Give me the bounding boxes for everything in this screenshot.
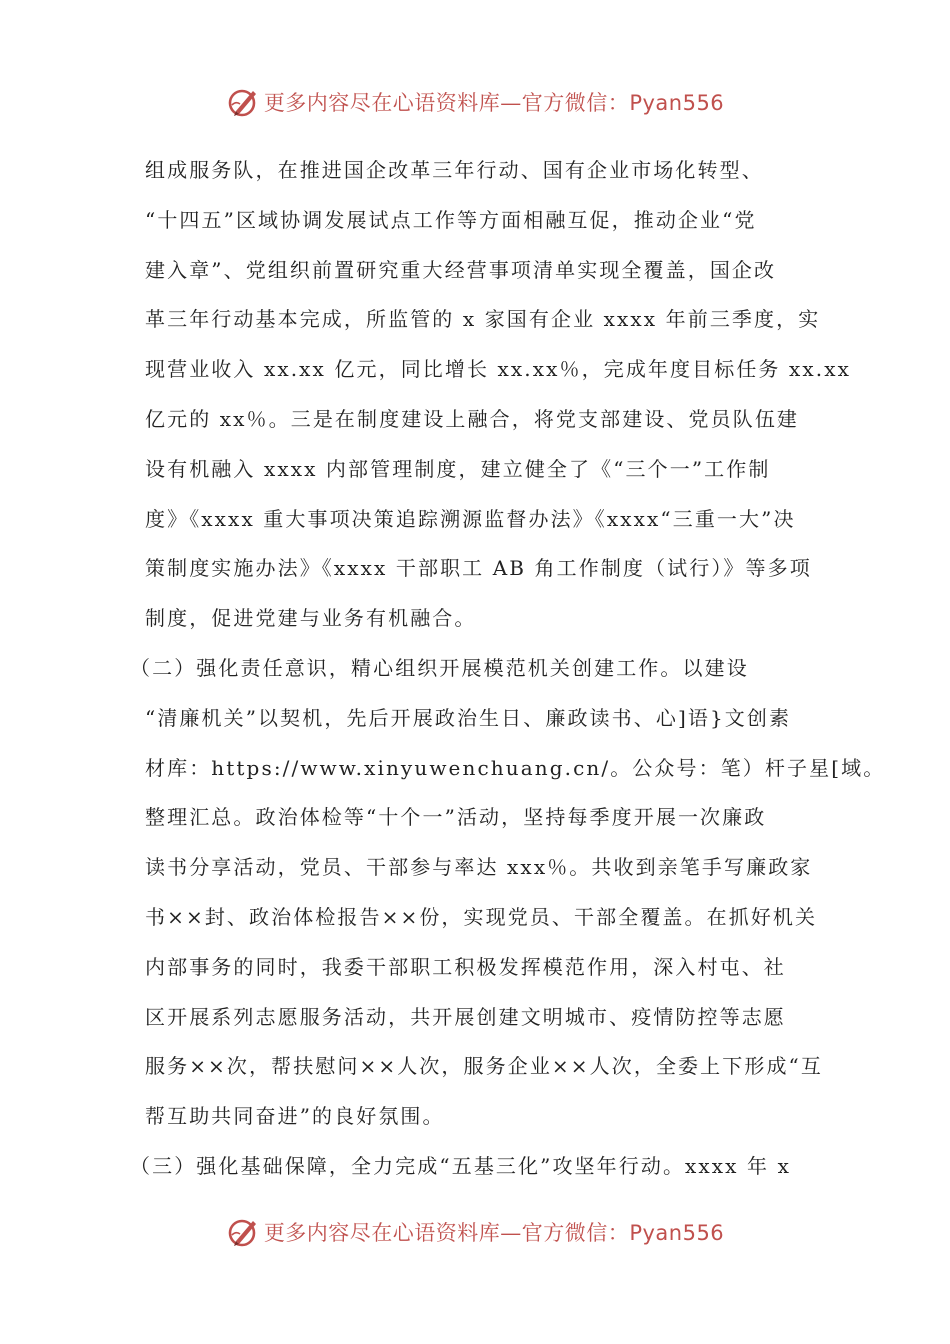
footer-wechat-id: Pyan556	[629, 1221, 725, 1245]
document-body	[130, 146, 886, 1192]
header-wechat-id: Pyan556	[629, 91, 725, 115]
pen-logo-icon	[226, 85, 260, 119]
text-line-with-url: 材库：https://www.xinyuwenchuang.cn/。公众号：笔）杆子星[域。	[145, 755, 886, 780]
header-banner	[0, 82, 950, 122]
footer-banner-label: 更多内容尽在心语资料库—官方微信：	[263, 1221, 630, 1245]
text-line: 书××封、政治体检报告××份，实现党员、干部全覆盖。在抓好机关	[145, 904, 818, 929]
header-banner-label: 更多内容尽在心语资料库—官方微信：	[263, 91, 630, 115]
text-line: “十四五”区域协调发展试点工作等方面相融互促，推动企业“党	[145, 207, 757, 232]
text-line: 整理汇总。政治体检等“十个一”活动，坚持每季度开展一次廉政	[145, 805, 767, 830]
text-line: 制度，促进党建与业务有机融合。	[145, 606, 477, 631]
text-line: “清廉机关”以契机，先后开展政治生日、廉政读书、心]语}文创素	[145, 705, 792, 730]
text-line: 建入章”、党组织前置研究重大经营事项清单实现全覆盖，国企改	[145, 257, 777, 282]
text-line: 读书分享活动，党员、干部参与率达 xxx％。共收到亲笔手写廉政家	[145, 855, 813, 880]
text-line: 内部事务的同时，我委干部职工积极发挥模范作用，深入村屯、社	[145, 954, 786, 979]
text-line: 策制度实施办法》《xxxx 干部职工 AB 角工作制度（试行）》等多项	[145, 556, 812, 581]
footer-banner	[0, 1212, 950, 1252]
text-line: 区开展系列志愿服务活动，共开展创建文明城市、疫情防控等志愿	[145, 1004, 786, 1029]
footer-banner-text	[264, 1217, 724, 1247]
text-line: 革三年行动基本完成，所监管的 x 家国有企业 xxxx 年前三季度，实	[145, 307, 821, 332]
header-banner-text	[264, 87, 724, 117]
pen-logo-icon	[226, 1215, 260, 1249]
text-line: 度》《xxxx 重大事项决策追踪溯源监督办法》《xxxx“三重一大”决	[145, 506, 796, 531]
text-line: 亿元的 xx％。三是在制度建设上融合，将党支部建设、党员队伍建	[145, 406, 800, 431]
section-heading-3: （三）强化基础保障，全力完成“五基三化”攻坚年行动。xxxx 年 x	[130, 1153, 791, 1178]
text-line: 现营业收入 xx.xx 亿元，同比增长 xx.xx％，完成年度目标任务 xx.xx	[145, 357, 851, 382]
section-heading-2: （二）强化责任意识，精心组织开展模范机关创建工作。以建设	[130, 655, 749, 680]
text-line: 服务××次，帮扶慰问××人次，服务企业××人次，全委上下形成“互	[145, 1054, 823, 1079]
text-line: 设有机融入 xxxx 内部管理制度，建立健全了《“三个一”工作制	[145, 456, 771, 481]
text-line: 组成服务队，在推进国企改革三年行动、国有企业市场化转型、	[145, 158, 764, 182]
text-line: 帮互助共同奋进”的良好氛围。	[145, 1104, 445, 1129]
